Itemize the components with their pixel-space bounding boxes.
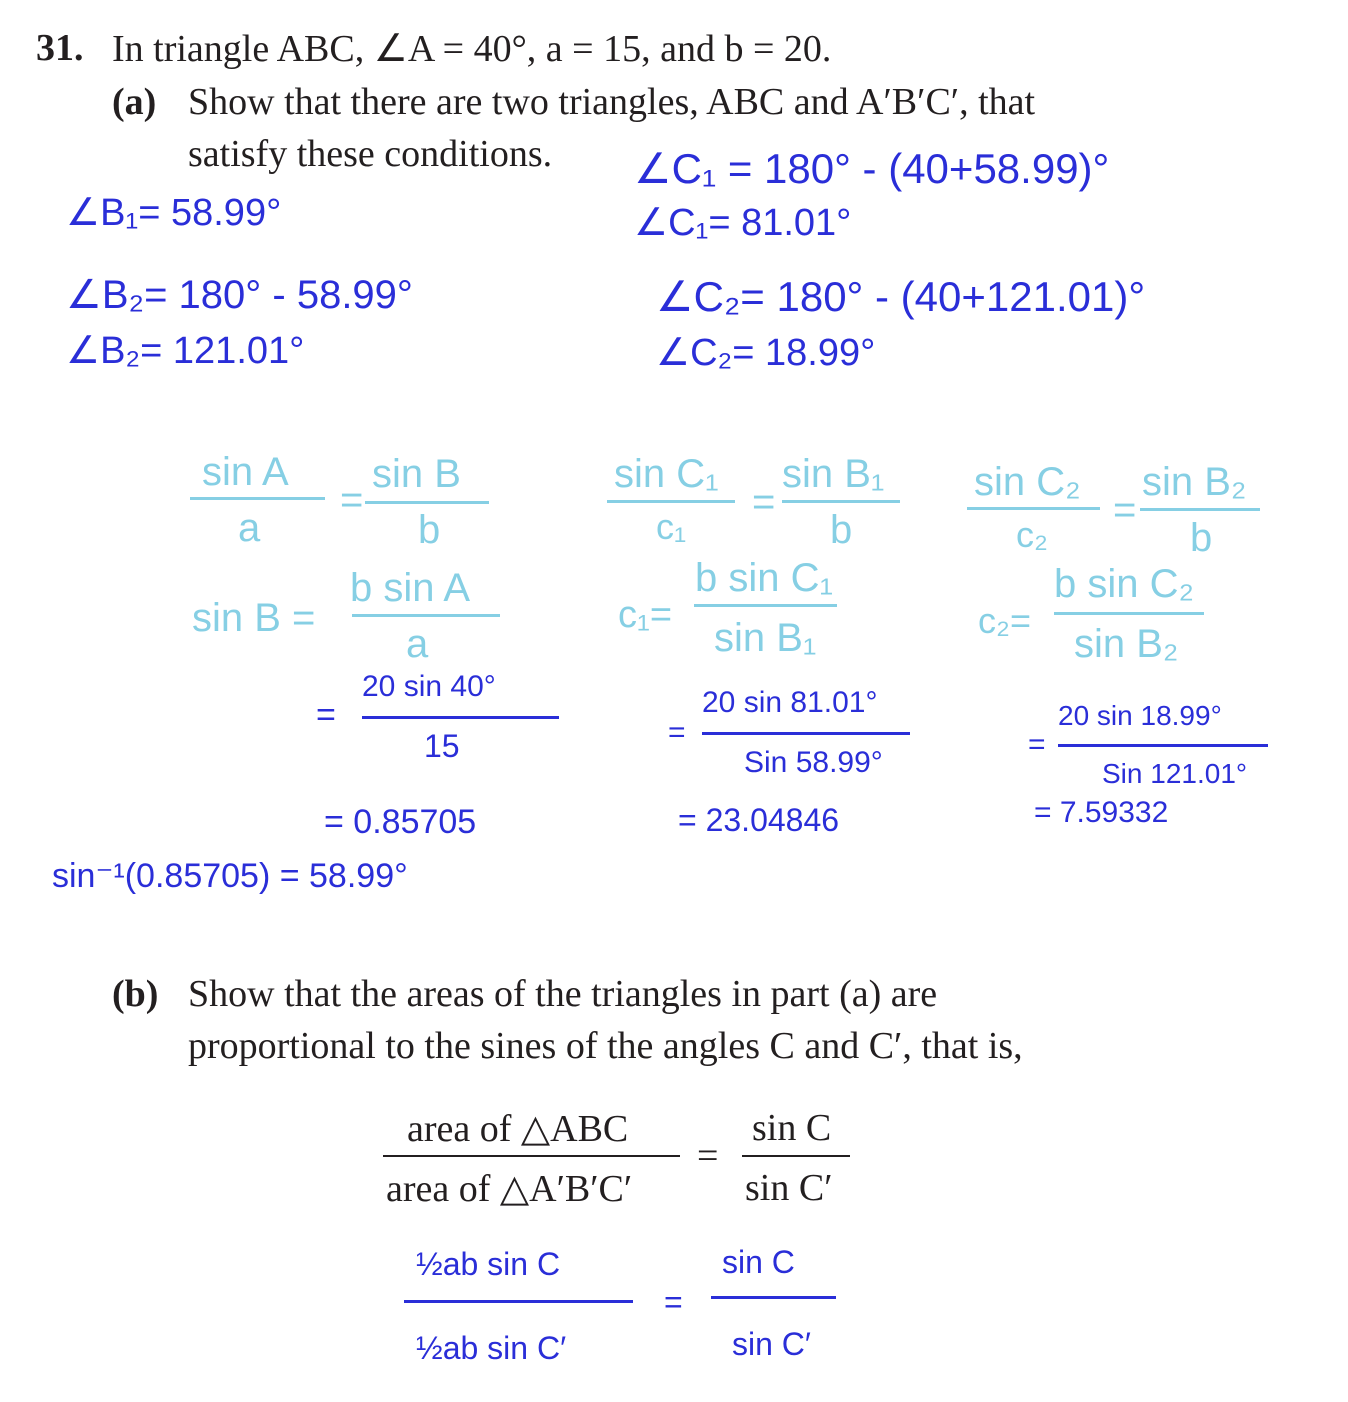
problem-number: 31.: [36, 27, 84, 69]
law1-solve-lhs: sin B =: [192, 596, 316, 640]
law1-sub-eq: =: [316, 696, 336, 734]
area-eq: =: [664, 1284, 683, 1320]
law3-rhs-num: sin B₂: [1142, 460, 1247, 504]
law3-solve-den: sin B₂: [1074, 622, 1179, 666]
angle-c1-line1: ∠C₁ = 180° - (40+58.99)°: [634, 145, 1110, 192]
angle-c2-line1: ∠C₂= 180° - (40+121.01)°: [656, 273, 1146, 320]
area-right-den: sin C′: [732, 1326, 811, 1362]
law3-sub-bar: [1058, 744, 1268, 747]
part-a-label: (a): [112, 81, 157, 123]
angle-b2-line2: ∠B₂= 121.01°: [66, 330, 305, 372]
formula-right-bar: [742, 1155, 850, 1157]
angle-b2-line1: ∠B₂= 180° - 58.99°: [66, 273, 413, 317]
law2-rhs-den: b: [830, 508, 853, 552]
area-left-bar: [404, 1300, 633, 1303]
law1-solve-den: a: [406, 622, 429, 666]
law2-sub-num: 20 sin 81.01°: [702, 686, 878, 719]
law3-result: = 7.59332: [1034, 796, 1169, 829]
law3-lhs-den: c₂: [1016, 514, 1048, 555]
formula-right-den: sin C′: [745, 1167, 833, 1209]
law2-eq: =: [752, 480, 776, 524]
law1-sub-num: 20 sin 40°: [362, 670, 496, 703]
law2-lhs-den: c₁: [656, 506, 687, 547]
law1-solve-num: b sin A: [350, 566, 471, 610]
law1-rhs-num: sin B: [372, 452, 461, 496]
law2-sub-bar: [702, 732, 910, 735]
area-right-num: sin C: [722, 1244, 795, 1280]
law3-solve-bar: [1054, 612, 1204, 615]
law2-solve-num: b sin C₁: [695, 556, 833, 600]
law3-sub-den: Sin 121.01°: [1102, 758, 1248, 789]
law2-lhs-bar: [607, 500, 735, 503]
part-b-text-line2: proportional to the sines of the angles C and C′, that is,: [188, 1025, 1023, 1067]
formula-right-num: sin C: [752, 1107, 832, 1149]
law1-solve-bar: [352, 614, 500, 617]
area-left-den: ½ab sin C′: [416, 1330, 567, 1366]
law2-solve-lhs: c₁=: [618, 594, 673, 636]
formula-left-bar: [383, 1155, 680, 1157]
law1-lhs-num: sin A: [202, 450, 289, 494]
formula-eq: =: [697, 1135, 719, 1177]
area-left-num: ½ab sin C: [416, 1246, 561, 1282]
formula-left-den: area of △A′B′C′: [386, 1168, 633, 1210]
law2-solve-den: sin B₁: [714, 616, 817, 660]
angle-c2-line2: ∠C₂= 18.99°: [656, 332, 876, 374]
law1-eq: =: [340, 478, 364, 522]
law3-sub-eq: =: [1028, 728, 1046, 761]
law2-rhs-num: sin B₁: [782, 452, 885, 496]
law1-result: = 0.85705: [324, 803, 477, 841]
law3-lhs-num: sin C₂: [974, 460, 1081, 504]
law1-rhs-bar: [365, 501, 489, 504]
problem-statement: In triangle ABC, ∠A = 40°, a = 15, and b = 20.: [112, 28, 832, 70]
law2-rhs-bar: [782, 500, 900, 503]
angle-b1: ∠B₁= 58.99°: [66, 192, 282, 234]
angle-c1-line2: ∠C₁= 81.01°: [634, 202, 852, 244]
law1-lhs-bar: [190, 497, 325, 500]
law1-sub-den: 15: [424, 728, 460, 764]
formula-left-num: area of △ABC: [407, 1108, 629, 1150]
part-b-text-line1: Show that the areas of the triangles in part (a) are: [188, 973, 938, 1015]
law3-eq: =: [1113, 488, 1137, 532]
law3-sub-num: 20 sin 18.99°: [1058, 700, 1222, 731]
part-a-text-line2: satisfy these conditions.: [188, 133, 553, 175]
law1-sub-bar: [362, 716, 559, 719]
law3-solve-lhs: c₂=: [978, 600, 1031, 641]
law2-solve-bar: [694, 604, 837, 607]
part-a-text-line1: Show that there are two triangles, ABC and A′B′C′, that: [188, 81, 1036, 123]
area-right-bar: [711, 1296, 836, 1299]
part-b-label: (b): [112, 973, 159, 1015]
law1-rhs-den: b: [418, 508, 441, 552]
law2-sub-den: Sin 58.99°: [744, 746, 883, 779]
law3-rhs-bar: [1140, 508, 1260, 511]
law2-lhs-num: sin C₁: [614, 452, 719, 496]
law3-solve-num: b sin C₂: [1054, 562, 1195, 606]
law2-result: = 23.04846: [678, 802, 840, 838]
law3-lhs-bar: [967, 507, 1100, 510]
law3-rhs-den: b: [1190, 516, 1213, 560]
law1-inverse: sin⁻¹(0.85705) = 58.99°: [52, 857, 408, 895]
law2-sub-eq: =: [668, 716, 686, 749]
law1-lhs-den: a: [238, 506, 261, 550]
